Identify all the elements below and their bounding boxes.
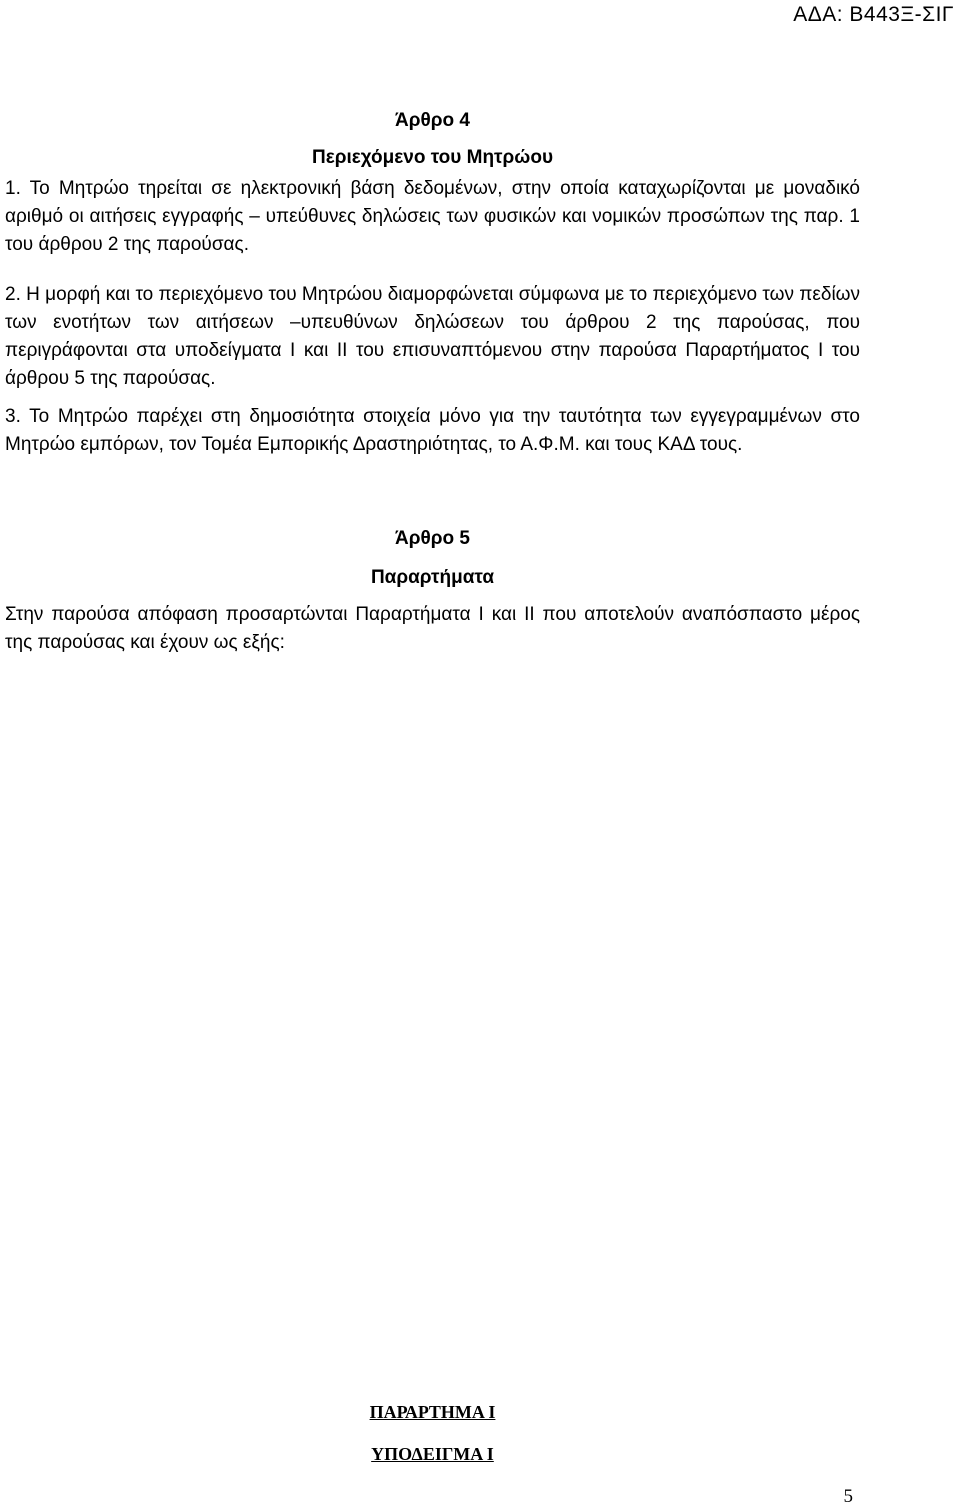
article-4-section [5,108,860,459]
article-4-paragraph-1: 1. Το Μητρώο τηρείται σε ηλεκτρονική βάση δεδομένων, στην οποία καταχωρίζονται με μοναδικό αριθμό οι αιτήσεις εγγραφής – υπεύθυνες δηλώσεις των φυσικών και νομικών προσώπων της παρ. 1 του άρθρου 2 της παρούσας. [5,178,860,255]
page-number: 5 [843,1486,853,1507]
article-5-subtitle: Παραρτήματα [370,567,495,588]
article-4-paragraph-3: 3. Το Μητρώο παρέχει στη δημοσιότητα στοιχεία μόνο για την ταυτότητα των εγγεγραμμένων στο Μητρώο εμπόρων, τον Τομέα Εμπορικής Δραστηριότητας, το Α.Φ.Μ. και τους ΚΑΔ τους. [5,406,860,455]
article-4-title: Άρθρο 4 [395,110,470,131]
article-5-paragraph: Στην παρούσα απόφαση προσαρτώνται Παραρτήματα Ι και ΙΙ που αποτελούν αναπόσπαστο μέρος της παρούσας και έχουν ως εξής: [5,604,860,653]
ada-code: ΑΔΑ: Β443Ξ-ΣΙΓ [793,3,954,26]
annex-title: ΠΑΡΑΡΤΗΜΑ Ι [369,1402,496,1422]
article-5-title: Άρθρο 5 [395,528,470,549]
annex-subtitle: ΥΠΟΔΕΙΓΜΑ Ι [371,1444,494,1464]
article-4-paragraph-2: 2. Η μορφή και το περιεχόμενο του Μητρώου διαμορφώνεται σύμφωνα με το περιεχόμενο των πεδίων των ενοτήτων των αιτήσεων –υπευθύνων δηλώσεων του άρθρου 2 της παρούσας, που περιγράφονται στα υποδείγματα Ι και ΙΙ του επισυναπτόμενου στην παρούσα Παραρτήματος Ι του άρθρου 5 της παρούσας. [5,284,860,389]
article-5-section [5,526,860,657]
article-4-subtitle: Περιεχόμενο του Μητρώου [311,147,554,168]
